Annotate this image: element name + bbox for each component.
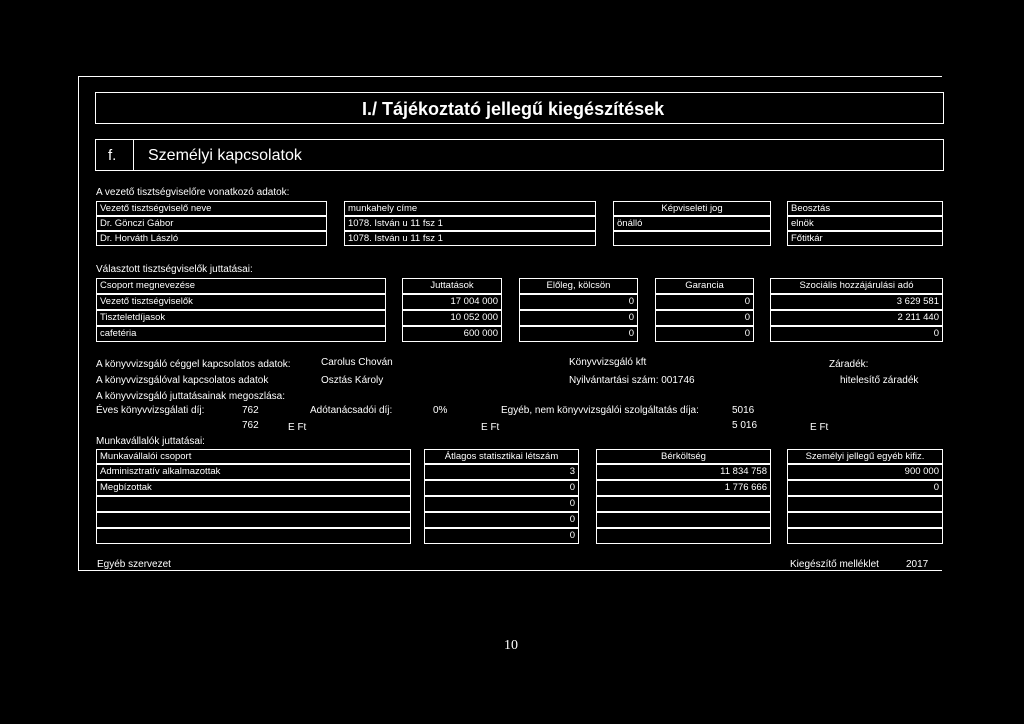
auditor-line1-name: Carolus Chován <box>321 357 393 368</box>
emp-row3-headcount: 0 <box>424 496 579 512</box>
benefits-row1-group: Vezető tisztségviselők <box>96 294 386 310</box>
page-title: I./ Tájékoztató jellegű kiegészítések <box>362 99 665 119</box>
emp-row1-group: Adminisztratív alkalmazottak <box>96 464 411 480</box>
emp-header-group: Munkavállalói csoport <box>96 449 411 464</box>
benefits-row2-guarantee: 0 <box>655 310 754 326</box>
benefits-row1-guarantee: 0 <box>655 294 754 310</box>
emp-row5-headcount: 0 <box>424 528 579 544</box>
exec-row2-position: Főtitkár <box>787 231 943 246</box>
emp-row1-headcount: 3 <box>424 464 579 480</box>
benefits-header-benefits: Juttatások <box>402 278 502 294</box>
emp-row2-group: Megbízottak <box>96 480 411 496</box>
benefits-row3-advance: 0 <box>519 326 638 342</box>
benefits-row3-benefits: 600 000 <box>402 326 502 342</box>
emp-row4-wage <box>596 512 771 528</box>
auditor-line2-label: A könyvvizsgálóval kapcsolatos adatok <box>96 375 269 386</box>
auditor-other-label: Egyéb, nem könyvvizsgálói szolgáltatás díja: <box>501 405 699 416</box>
frame-top-line <box>78 76 942 77</box>
exec-row2-representation <box>613 231 771 246</box>
emp-row1-other: 900 000 <box>787 464 943 480</box>
benefits-caption: Választott tisztségviselők juttatásai: <box>96 264 253 275</box>
benefits-header-group: Csoport megnevezése <box>96 278 386 294</box>
emp-row2-other: 0 <box>787 480 943 496</box>
emp-row4-headcount: 0 <box>424 512 579 528</box>
emp-row2-headcount: 0 <box>424 480 579 496</box>
emp-row3-wage <box>596 496 771 512</box>
auditor-sum-other: 5 016 <box>732 420 758 431</box>
auditor-tax-label: Adótanácsadói díj: <box>310 405 393 416</box>
executives-caption: A vezető tisztségviselőre vonatkozó adatok: <box>96 187 290 198</box>
auditor-line1-right: Záradék: <box>829 359 869 370</box>
exec-row1-name: Dr. Gönczi Gábor <box>96 216 327 231</box>
auditor-line2-reg: Nyilvántartási szám: 001746 <box>569 375 695 386</box>
auditor-unit-2: E Ft <box>481 422 500 433</box>
auditor-line1-firm: Könyvvizsgáló kft <box>569 357 647 368</box>
emp-header-other: Személyi jellegű egyéb kifiz. <box>787 449 943 464</box>
section-title: Személyi kapcsolatok <box>148 147 302 164</box>
page-number: 10 <box>504 638 518 653</box>
emp-header-headcount: Átlagos statisztikai létszám <box>424 449 579 464</box>
exec-header-representation: Képviseleti jog <box>613 201 771 216</box>
auditor-line3-label: A könyvvizsgáló juttatásainak megoszlása: <box>96 391 285 402</box>
exec-header-name: Vezető tisztségviselő neve <box>96 201 327 216</box>
benefits-row3-social-tax: 0 <box>770 326 943 342</box>
footer-year: 2017 <box>906 559 929 570</box>
emp-row5-wage <box>596 528 771 544</box>
benefits-header-social-tax: Szociális hozzájárulási adó <box>770 278 943 294</box>
exec-header-position: Beosztás <box>787 201 943 216</box>
auditor-line1-label: A könyvvizsgáló céggel kapcsolatos adatok: <box>96 359 291 370</box>
emp-row2-wage: 1 776 666 <box>596 480 771 496</box>
footer-right-label: Kiegészítő melléklet <box>790 559 879 570</box>
emp-header-wage: Bérköltség <box>596 449 771 464</box>
title-box <box>95 92 944 124</box>
benefits-row1-benefits: 17 004 000 <box>402 294 502 310</box>
benefits-row2-group: Tiszteletdíjasok <box>96 310 386 326</box>
auditor-tax-value: 0% <box>433 405 448 416</box>
auditor-fee-value: 762 <box>242 405 259 416</box>
auditor-unit-1: E Ft <box>288 422 307 433</box>
emp-row5-other <box>787 528 943 544</box>
auditor-line2-right: hitelesítő záradék <box>840 375 919 386</box>
benefits-row1-social-tax: 3 629 581 <box>770 294 943 310</box>
benefits-header-guarantee: Garancia <box>655 278 754 294</box>
emp-row5-group <box>96 528 411 544</box>
auditor-other-value: 5016 <box>732 405 755 416</box>
emp-row3-group <box>96 496 411 512</box>
section-letter: f. <box>108 147 117 164</box>
section-divider <box>133 140 134 170</box>
emp-row3-other <box>787 496 943 512</box>
exec-row1-representation: önálló <box>613 216 771 231</box>
frame-left-line <box>78 76 79 570</box>
employees-caption: Munkavállalók juttatásai: <box>96 436 205 447</box>
exec-row2-name: Dr. Horváth László <box>96 231 327 246</box>
exec-row1-address: 1078. István u 11 fsz 1 <box>344 216 596 231</box>
benefits-row3-group: cafetéria <box>96 326 386 342</box>
benefits-row1-advance: 0 <box>519 294 638 310</box>
benefits-row2-benefits: 10 052 000 <box>402 310 502 326</box>
auditor-fee-label: Éves könyvvizsgálati díj: <box>96 405 205 416</box>
section-box <box>95 139 944 171</box>
emp-row4-other <box>787 512 943 528</box>
emp-row4-group <box>96 512 411 528</box>
benefits-row2-social-tax: 2 211 440 <box>770 310 943 326</box>
benefits-row2-advance: 0 <box>519 310 638 326</box>
benefits-row3-guarantee: 0 <box>655 326 754 342</box>
auditor-sum-fee: 762 <box>242 420 259 431</box>
auditor-line2-name: Osztás Károly <box>321 375 384 386</box>
benefits-header-advance: Előleg, kölcsön <box>519 278 638 294</box>
emp-row1-wage: 11 834 758 <box>596 464 771 480</box>
footer-left: Egyéb szervezet <box>97 559 171 570</box>
exec-header-address: munkahely címe <box>344 201 596 216</box>
exec-row2-address: 1078. István u 11 fsz 1 <box>344 231 596 246</box>
auditor-unit-3: E Ft <box>810 422 829 433</box>
exec-row1-position: elnök <box>787 216 943 231</box>
